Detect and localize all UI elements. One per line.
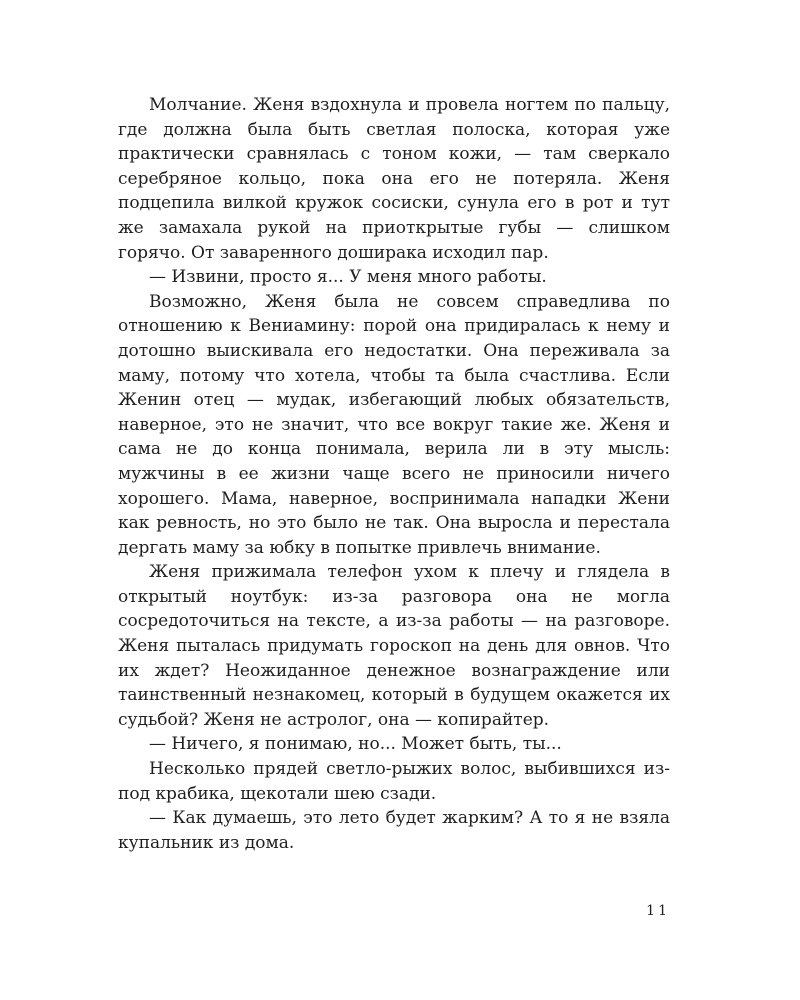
- paragraph-3: Возможно, Женя была не совсем справедлива по отношению к Вениамину: порой она придиралась к нему и дотошно выискивала его недостатки. Она переживала за маму, потому что хотела, чтобы та была счастлива. Если Женин отец — мудак, избегающий любых обязательств, наверное, это не значит, что все вокруг такие же. Женя и сама не до конца понимала, верила ли в эту мысль: мужчины в ее жизни чаще всего не приносили ничего хорошего. Мама, наверное, воспринимала нападки Жени как ревность, но это было не так. Она выросла и перестала дергать маму за юбку в попытке привлечь внимание.: [118, 291, 670, 558]
- paragraph-2-dialogue: — Извини, просто я... У меня много работы.: [149, 267, 547, 288]
- body-text: [118, 93, 670, 855]
- paragraph-6: Несколько прядей светло-рыжих волос, выбившихся из-под крабика, щекотали шею сзади.: [118, 759, 670, 804]
- page-number: 11: [646, 903, 670, 919]
- paragraph-5-dialogue: — Ничего, я понимаю, но... Может быть, ты...: [149, 734, 562, 755]
- paragraph-4: Женя прижимала телефон ухом к плечу и глядела в открытый ноутбук: из-за разговора она не могла сосредоточиться на тексте, а из-за работы — на разговоре. Женя пыталась придумать гороскоп на день для овнов. Что их ждет? Неожиданное денежное вознаграждение или таинственный незнакомец, который в будущем окажется их судьбой? Женя не астролог, она — копирайтер.: [118, 562, 670, 730]
- paragraph-1: Молчание. Женя вздохнула и провела ногтем по пальцу, где должна была быть светлая полоска, которая уже практически сравнялась с тоном кожи, — там сверкало серебряное кольцо, пока она его не потеряла. Женя подцепила вилкой кружок сосиски, сунула его в рот и тут же замахала рукой на приоткрытые губы — слишком горячо. От заваренного доширака исходил пар.: [118, 95, 670, 263]
- paragraph-7-dialogue: — Как думаешь, это лето будет жарким? А то я не взяла купальник из дома.: [118, 808, 670, 853]
